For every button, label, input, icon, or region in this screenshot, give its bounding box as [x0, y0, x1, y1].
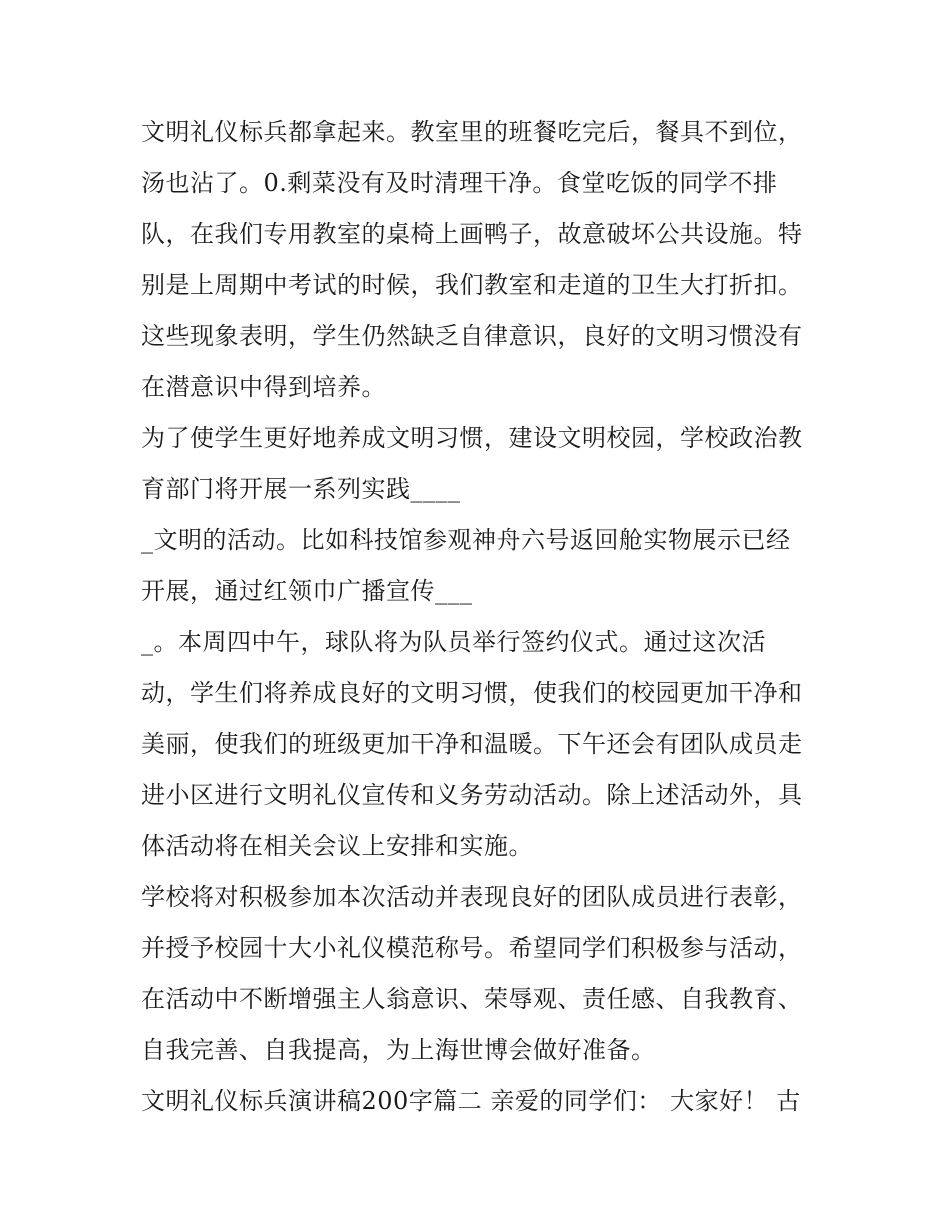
text-line-9: _文明的活动。比如科技馆参观神舟六号返回舱实物展示已经: [141, 526, 791, 554]
text-line-13: 美丽，使我们的班级更加干净和温暖。下午还会有团队成员走: [141, 730, 803, 758]
text-line-10: 开展，通过红领巾广播宣传___: [141, 577, 473, 605]
text-line-2: 汤也沾了。0.剩菜没有及时清理干净。食堂吃饭的同学不排: [141, 169, 778, 197]
text-line-6: 在潜意识中得到培养。: [141, 373, 386, 401]
text-line-17: 并授予校园十大小礼仪模范称号。希望同学们积极参与活动，: [141, 934, 803, 962]
text-line-20: 文明礼仪标兵演讲稿200字篇二 亲爱的同学们： 大家好！ 古: [141, 1087, 801, 1115]
text-line-16: 学校将对积极参加本次活动并表现良好的团队成员进行表彰，: [141, 883, 803, 911]
document-body: [141, 107, 821, 1127]
text-line-1: 文明礼仪标兵都拿起来。教室里的班餐吃完后，餐具不到位，: [141, 118, 803, 146]
text-line-15: 体活动将在相关会议上安排和实施。: [141, 832, 533, 860]
text-line-18: 在活动中不断增强主人翁意识、荣辱观、责任感、自我教育、: [141, 985, 803, 1013]
text-line-7: 为了使学生更好地养成文明习惯，建设文明校园，学校政治教: [141, 424, 803, 452]
text-line-12: 动，学生们将养成良好的文明习惯，使我们的校园更加干净和: [141, 679, 803, 707]
text-line-19: 自我完善、自我提高，为上海世博会做好准备。: [141, 1036, 656, 1064]
text-line-8: 育部门将开展一系列实践____: [141, 475, 461, 503]
text-line-4: 别是上周期中考试的时候，我们教室和走道的卫生大打折扣。: [141, 271, 803, 299]
text-line-5: 这些现象表明，学生仍然缺乏自律意识，良好的文明习惯没有: [141, 322, 803, 350]
text-line-3: 队，在我们专用教室的桌椅上画鸭子，故意破坏公共设施。特: [141, 220, 803, 248]
text-line-11: _。本周四中午，球队将为队员举行签约仪式。通过这次活: [141, 628, 766, 656]
text-line-14: 进小区进行文明礼仪宣传和义务劳动活动。除上述活动外，具: [141, 781, 803, 809]
